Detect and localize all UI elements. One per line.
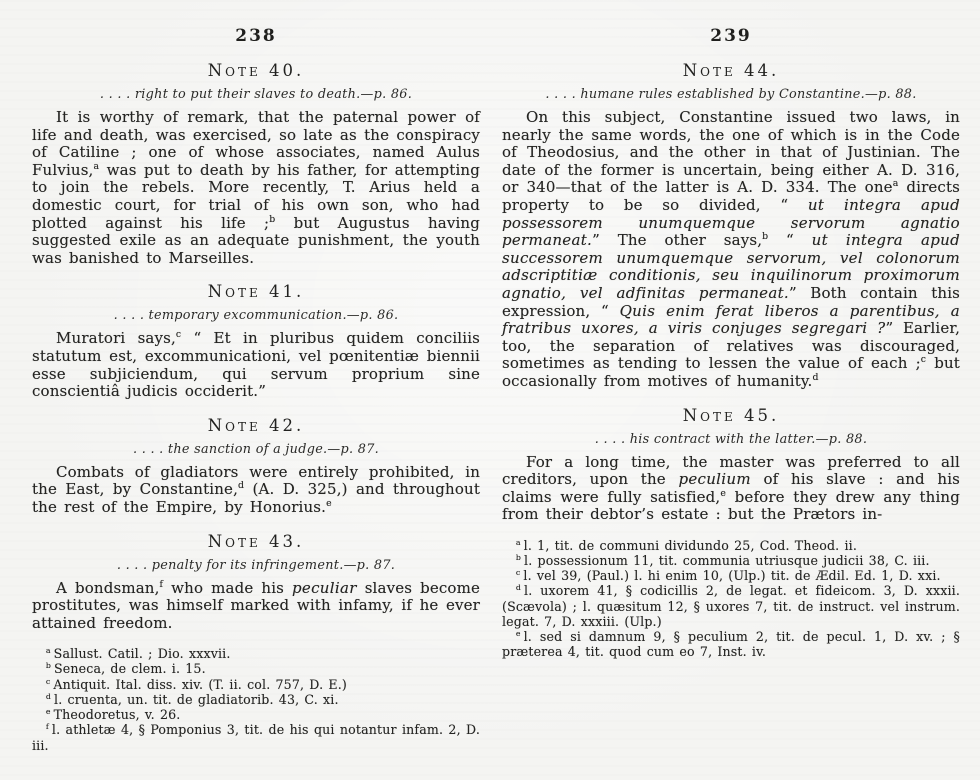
footnote-text: l. 1, tit. de communi dividundo 25, Cod. Theod. ii.: [523, 537, 857, 553]
note-heading: Note 40.: [207, 61, 305, 80]
footnote-item: [32, 661, 480, 676]
footnote-marker: b: [45, 661, 52, 671]
page-238: [32, 26, 480, 753]
note-paragraph: Combats of gladiators were entirely prohibited, in the East, by Constantine,$^d$ (A. D. 325,) and throughout the rest of the Empire, by Honorius.$^e$: [32, 462, 480, 516]
note-42: [32, 416, 480, 517]
footnote-item: [502, 629, 960, 659]
footnote-marker: a: [515, 537, 521, 547]
note-paragraph: Muratori says,$^c$ “ Et in pluribus quidem conciliis statutum est, excommunicationi, vel pœnitentiæ biennii esse subjiciendum, qui servum proprium sine conscientiâ judicis occiderit.”: [32, 329, 480, 401]
page-239: [502, 26, 960, 660]
note-40: [32, 61, 480, 267]
note-heading: Note 43.: [207, 531, 305, 551]
note-heading: Note 44.: [682, 61, 780, 80]
footnote-text: Theodoretus, v. 26.: [53, 707, 181, 723]
note-41: [32, 282, 480, 400]
footnote-marker: a: [45, 646, 51, 656]
footnote-item: [32, 722, 480, 752]
footnote-marker: b: [515, 552, 522, 562]
footnote-marker: f: [45, 722, 49, 732]
note-caption: . . . . humane rules established by Constantine.—p. 88.: [545, 87, 917, 102]
footnotes-page-238: [32, 646, 480, 752]
footnote-marker: c: [45, 676, 51, 686]
note-paragraph: On this subject, Constantine issued two laws, in nearly the same words, the one of which is in the Code of Theodosius, and the other in that of Justinian. The date of the former is uncertain, being either A. D. 316, or 340—that of the latter is A. D. 334. The one$^a$ directs property to be so divided, “ ut integra apud possessorem unumquemque servorum agnatio permaneat.” The other says,$^b$ “ ut integra apud successorem unumquemque servorum, vel colonorum adscriptitiæ conditionis, seu inquilinorum proximorum agnatio, vel adfinitas permaneat.” Both contain this expression, “ Quis enim ferat liberos a parentibus, a fratribus uxores, a viris conjuges segregari ?” Earlier, too, the separation of relatives was discouraged, sometimes as tending to lessen the value of each ;$^c$ but occasionally from motives of humanity.$^d$: [502, 108, 961, 390]
footnote-text: l. sed si damnum 9, § peculium 2, tit. de pecul. 1, D. xv. ; § præterea 4, tit. quod cum eo 7, Inst. iv.: [502, 629, 960, 660]
footnote-text: l. vel 39, (Paul.) l. hi enim 10, (Ulp.) tit. de Ædil. Ed. 1, D. xxi.: [523, 568, 941, 584]
note-caption: . . . . right to put their slaves to death.—p. 86.: [99, 87, 413, 102]
note-paragraph: For a long time, the master was preferred to all creditors, upon the peculium of his slave : and his claims were fully satisfied,$^e$ before they drew any thing from their debtor’s estate : but the Prætors in-: [502, 452, 960, 524]
footnote-item: [502, 553, 960, 568]
footnote-text: Seneca, de clem. i. 15.: [54, 661, 206, 677]
footnote-marker: e: [515, 628, 521, 638]
footnote-text: l. athletæ 4, § Pomponius 3, tit. de his qui notantur infam. 2, D. iii.: [32, 722, 480, 753]
footnote-marker: e: [45, 706, 51, 716]
footnote-text: Antiquit. Ital. diss. xiv. (T. ii. col. 757, D. E.): [53, 676, 347, 692]
note-caption: . . . . his contract with the latter.—p. 88.: [594, 431, 868, 447]
footnote-marker: d: [45, 691, 52, 701]
footnote-item: [32, 677, 480, 692]
footnote-text: l. uxorem 41, § codicillis 2, de legat. et fideicom. 3, D. xxxii. (Scævola) ; l. quæsitum 12, § uxores 7, tit. de instruct. vel instrum. legat. 7, D. xxxiii. (Ulp.): [502, 583, 960, 629]
page-number: 239: [710, 26, 752, 46]
footnote-item: [32, 707, 480, 722]
footnote-marker: c: [515, 568, 521, 578]
note-caption: . . . . temporary excommunication.—p. 86.: [113, 308, 399, 324]
note-paragraph: A bondsman,$^f$ who made his peculiar slaves become prostitutes, was himself marked with infamy, if he ever attained freedom.: [32, 578, 481, 632]
note-heading: Note 45.: [682, 405, 780, 425]
note-caption: . . . . the sanction of a judge.—p. 87.: [132, 441, 380, 457]
footnote-text: l. possessionum 11, tit. communia utriusque judicii 38, C. iii.: [524, 553, 930, 569]
note-caption: . . . . penalty for its infringement.—p. 87.: [116, 557, 396, 573]
note-paragraph: It is worthy of remark, that the paternal power of life and death, was exercised, so late as the conspiracy of Catiline ; one of whose associates, named Aulus Fulvius,$^a$ was put to death by his father, for attempting to join the rebels. More recently, T. Arius held a domestic court, for trial of his own son, who had plotted against his life ;$^b$ but Augustus having suggested exile as an adequate punishment, the youth was banished to Marseilles.: [32, 108, 480, 267]
note-45: [502, 406, 960, 524]
note-43: [32, 532, 480, 633]
footnotes-page-239: [502, 538, 960, 660]
note-44: [502, 61, 960, 391]
footnote-marker: d: [515, 583, 522, 593]
footnote-item: [502, 583, 960, 629]
footnote-item: [502, 538, 960, 553]
footnote-item: [32, 646, 480, 661]
page-number: 238: [235, 26, 277, 46]
note-heading: Note 42.: [207, 415, 305, 435]
footnote-text: l. cruenta, un. tit. de gladiatorib. 43, C. xi.: [54, 691, 339, 707]
footnote-item: [502, 568, 960, 583]
footnote-item: [32, 692, 480, 707]
note-heading: Note 41.: [207, 282, 305, 302]
footnote-text: Sallust. Catil. ; Dio. xxxvii.: [53, 646, 231, 662]
